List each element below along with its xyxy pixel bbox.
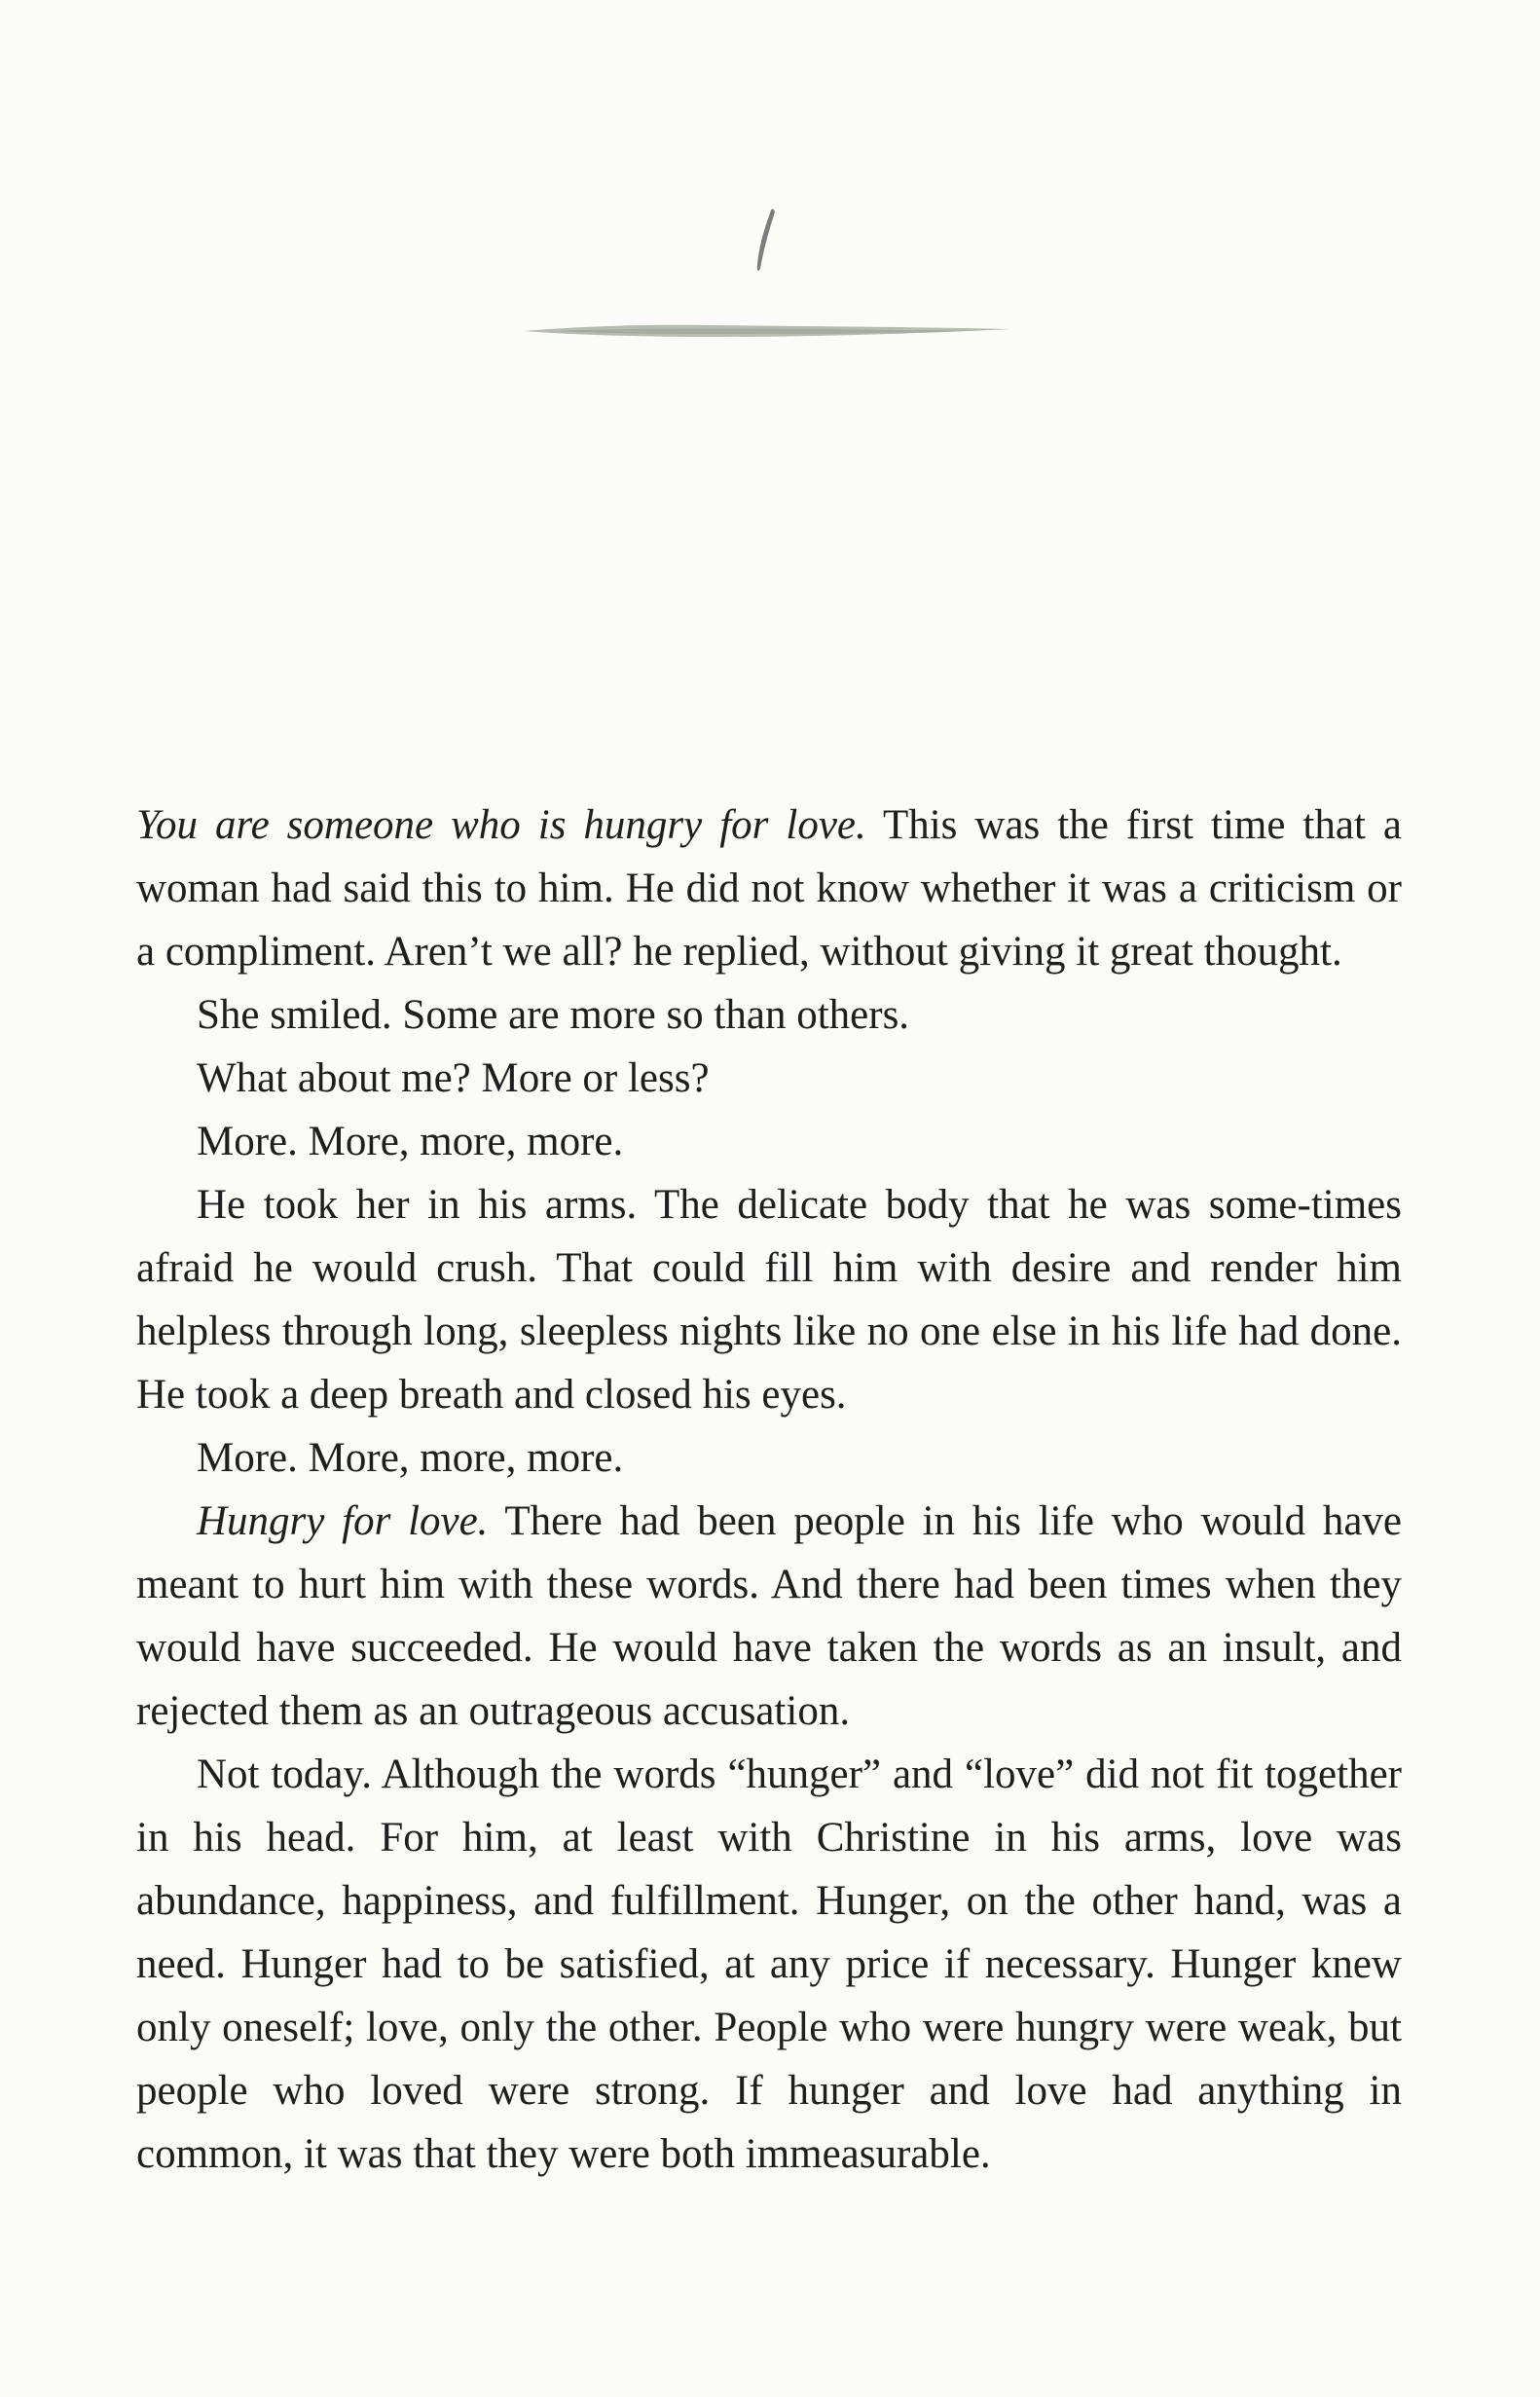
chapter-brush-rule — [514, 312, 1020, 350]
paragraph — [136, 1173, 1402, 1426]
paragraph-text: He took her in his arms. The delicate body that he was some-times afraid he would crush. That could fill him with desire and render him helpless through long, sleepless nights like no one else in his life had done. He took a deep breath and closed his eyes. — [136, 1182, 1402, 1418]
paragraph — [136, 1426, 1402, 1490]
body-text — [136, 793, 1402, 2186]
paragraph — [136, 983, 1402, 1047]
paragraph-text: What about me? More or less? — [197, 1055, 710, 1101]
chapter-marker — [0, 0, 1540, 409]
paragraph-text: There had been people in his life who would have meant to hurt him with these words. And there had been times when they would have succeeded. He would have taken the words as an insult, and rejected them as an outrageous accusation. — [136, 1498, 1402, 1734]
paragraph — [136, 1743, 1402, 2186]
paragraph-text: More. More, more, more. — [197, 1119, 624, 1164]
italic-phrase: You are someone who is hungry for love. — [136, 802, 866, 848]
paragraph-text: Not today. Although the words “hunger” and “love” did not fit together in his head. For him, at least with Christine in his arms, love was abundance, happiness, and fulfillment. Hunger, on the other hand, was a need. Hunger had to be satisfied, at any price if necessary. Hunger knew only oneself; love, only the other. People who were hungry were weak, but people who loved were strong. If hunger and love had anything in common, it was that they were both immeasurable. — [136, 1752, 1402, 2177]
paragraph — [136, 1110, 1402, 1173]
paragraph — [136, 1047, 1402, 1110]
paragraph — [136, 1490, 1402, 1743]
paragraph-text: This was the first time that a woman had said this to him. He did not know whether it was a criticism or a compliment. Aren’t we all? he replied, without giving it great thought. — [136, 802, 1402, 975]
paragraph — [136, 793, 1402, 983]
italic-phrase: Hungry for love. — [197, 1498, 489, 1544]
paragraph-text: More. More, more, more. — [197, 1435, 624, 1481]
chapter-numeral-stroke — [746, 204, 785, 282]
paragraph-text: She smiled. Some are more so than others. — [197, 992, 910, 1038]
